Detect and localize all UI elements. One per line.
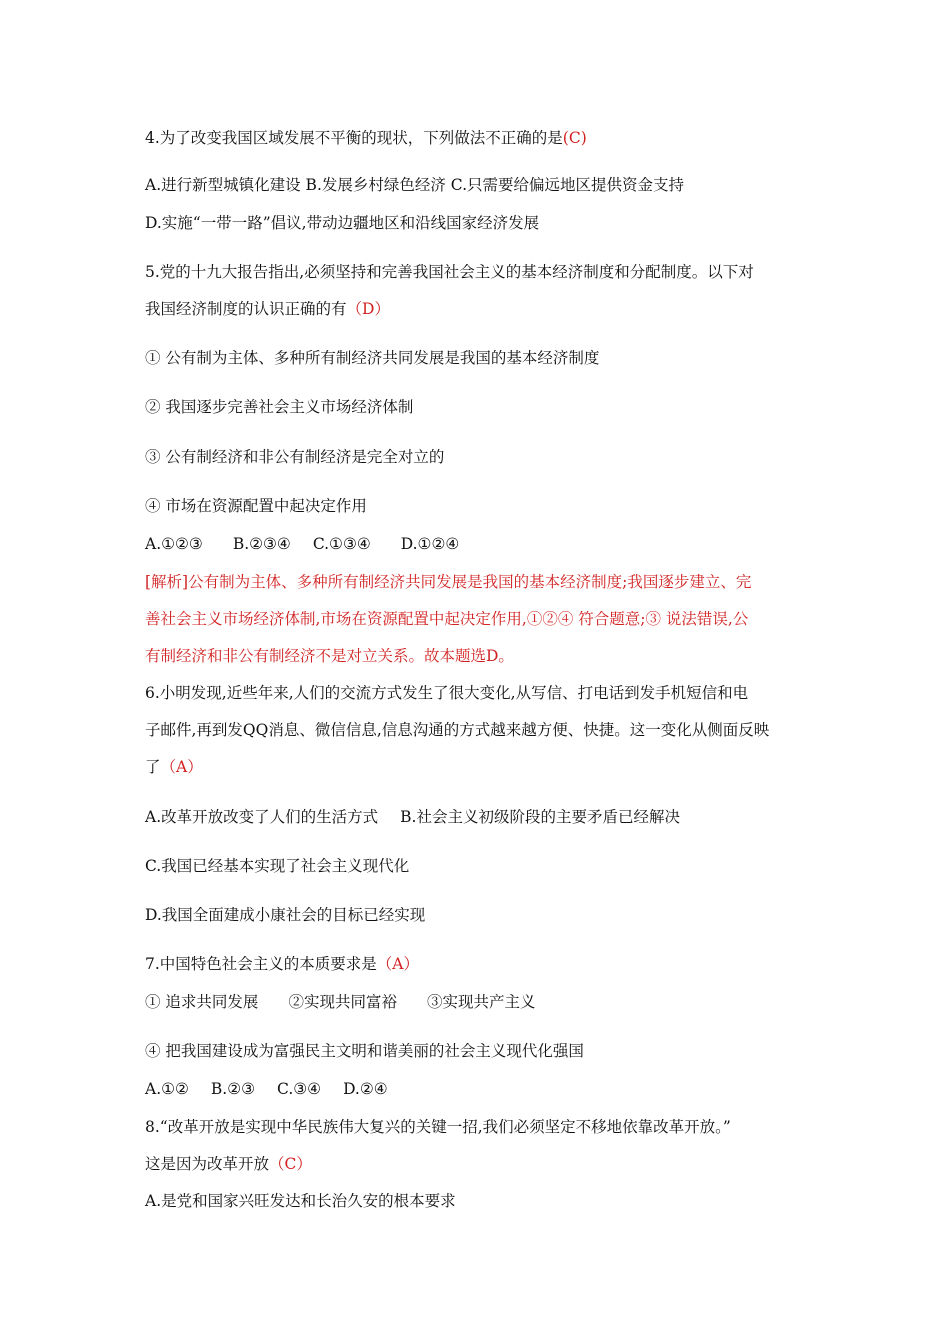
q7-options (145, 1078, 388, 1100)
q5-stem-line1: 5.党的十九大报告指出,必须坚持和完善我国社会主义的基本经济制度和分配制度。以下对 (145, 263, 754, 281)
q5-item: ② 我国逐步完善社会主义市场经济体制 (145, 398, 414, 416)
q5-answer: （D） (346, 300, 390, 318)
q4-answer: (C) (562, 129, 587, 147)
q6-stem-line3: 了（A） (145, 758, 203, 776)
q7-item: ②实现共同富裕 (288, 993, 397, 1011)
q7-item: ① 追求共同发展 (145, 993, 259, 1011)
q8-answer: （C） (269, 1155, 312, 1173)
q5-analysis-line: [解析]公有制为主体、多种所有制经济共同发展是我国的基本经济制度;我国逐步建立、完 (145, 573, 752, 591)
q6-options-line1 (145, 806, 680, 828)
q5-option: C.①③④ (312, 535, 371, 553)
q6-option-c: C.我国已经基本实现了社会主义现代化 (145, 857, 410, 875)
q8-stem-line1: 8.“改革开放是实现中华民族伟大复兴的关键一招,我们必须坚定不移地依靠改革开放。” (145, 1118, 731, 1136)
q8-stem-line2: 这是因为改革开放（C） (145, 1155, 312, 1173)
q5-options (145, 533, 459, 555)
q7-answer: （A） (376, 955, 419, 973)
q6-stem-line1: 6.小明发现,近些年来,人们的交流方式发生了很大变化,从写信、打电话到发手机短信和电 (145, 684, 749, 702)
q5-item: ④ 市场在资源配置中起决定作用 (145, 497, 367, 515)
q5-stem-line2: 我国经济制度的认识正确的有（D） (145, 300, 390, 318)
q6-option-d: D.我国全面建成小康社会的目标已经实现 (145, 906, 426, 924)
q8-option-a: A.是党和国家兴旺发达和长治久安的根本要求 (145, 1192, 456, 1210)
q7-option: A.①② (145, 1080, 189, 1098)
q4-stem: 4.为了改变我国区域发展不平衡的现状，下列做法不正确的是(C) (145, 129, 587, 147)
q5-analysis-line: 有制经济和非公有制经济不是对立关系。故本题选D。 (145, 647, 514, 665)
q6-stem-line2: 子邮件,再到发QQ消息、微信信息,信息沟通的方式越来越方便、快捷。这一变化从侧面反映 (145, 721, 770, 739)
q6-answer: （A） (160, 758, 203, 776)
q7-items-line1 (145, 991, 535, 1013)
q5-item: ③ 公有制经济和非公有制经济是完全对立的 (145, 448, 445, 466)
q4-options-line1: A.进行新型城镇化建设 B.发展乡村绿色经济 C.只需要给偏远地区提供资金支持 (145, 176, 685, 194)
q5-item: ① 公有制为主体、多种所有制经济共同发展是我国的基本经济制度 (145, 349, 600, 367)
q5-option: B.②③④ (232, 535, 291, 553)
q5-option: A.①②③ (145, 535, 203, 553)
q7-option: B.②③ (210, 1080, 256, 1098)
q7-item: ③实现共产主义 (426, 993, 536, 1011)
q4-options-line2: D.实施“一带一路”倡议,带动边疆地区和沿线国家经济发展 (145, 214, 540, 232)
q7-option: C.③④ (277, 1080, 322, 1098)
q7-option: D.②④ (343, 1080, 388, 1098)
q6-option-b: B.社会主义初级阶段的主要矛盾已经解决 (400, 808, 680, 826)
q7-item: ④ 把我国建设成为富强民主文明和谐美丽的社会主义现代化强国 (145, 1042, 584, 1060)
q5-analysis-line: 善社会主义市场经济体制,市场在资源配置中起决定作用,①②④ 符合题意;③ 说法错误,公 (145, 610, 749, 628)
q7-stem: 7.中国特色社会主义的本质要求是（A） (145, 955, 419, 973)
q5-option: D.①②④ (400, 535, 460, 553)
q6-option-a: A.改革开放改变了人们的生活方式 (145, 808, 379, 826)
